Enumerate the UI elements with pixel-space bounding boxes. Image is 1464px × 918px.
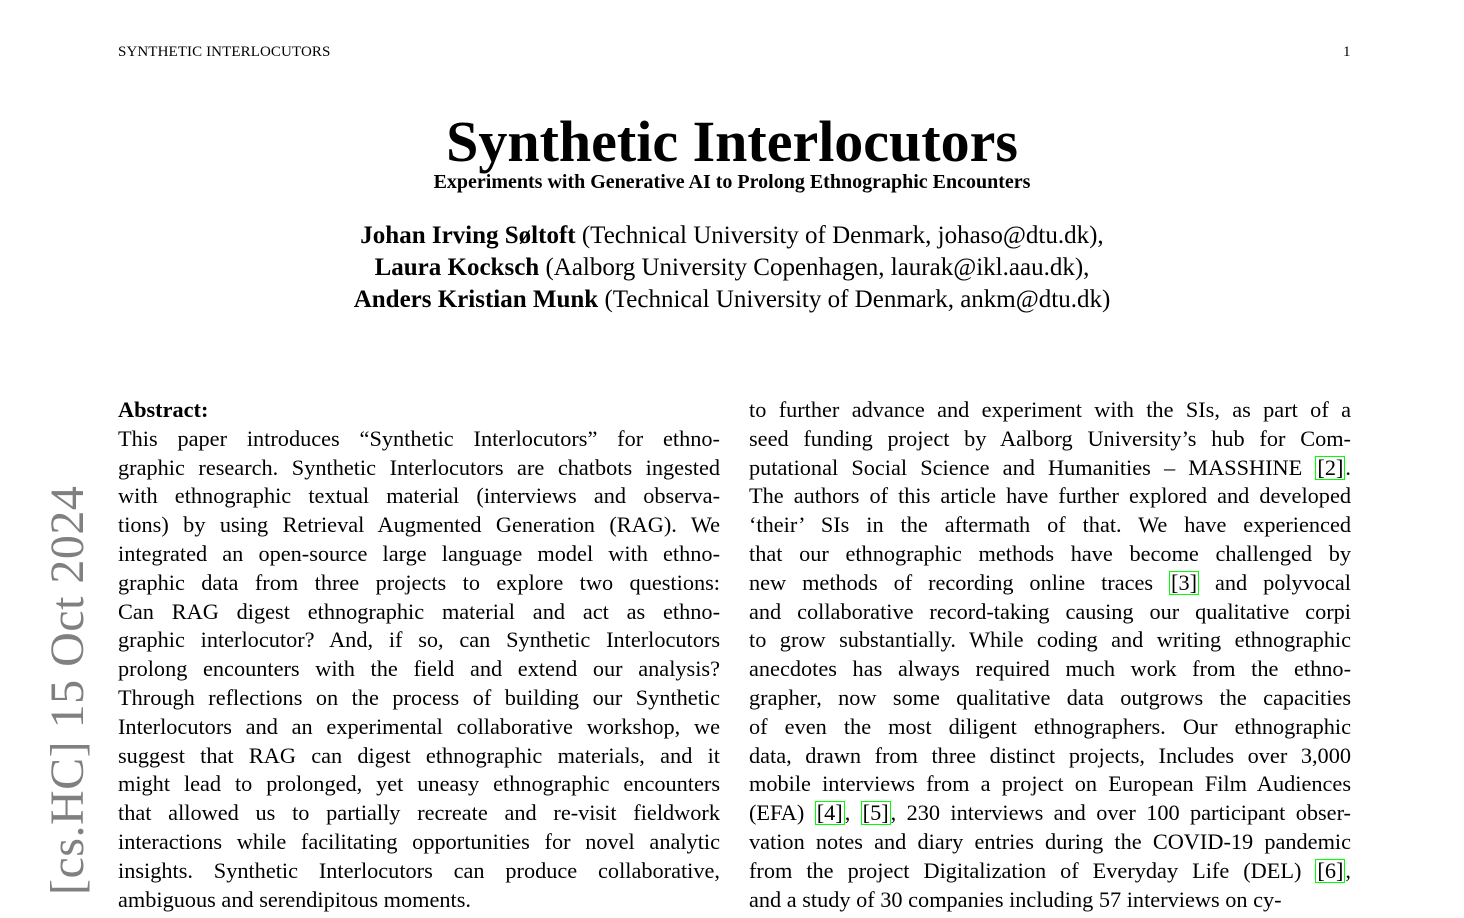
text-line: ‘their’ SIs in the aftermath of that. We have experienced: [749, 512, 1351, 538]
text-line: suggest that RAG can digest ethnographic materials, and it: [118, 742, 720, 768]
running-head: SYNTHETIC INTERLOCUTORS: [118, 44, 331, 60]
author-name: Anders Kristian Munk: [353, 286, 599, 313]
citation-link[interactable]: [5]: [862, 800, 889, 826]
text-line: seed funding project by Aalborg University’s hub for Com-: [749, 425, 1351, 451]
text-line: insights. Synthetic Interlocutors can produce collaborative,: [118, 857, 720, 883]
text-segment: ,: [1345, 857, 1351, 883]
text-line: anecdotes has always required much work from the ethno-: [749, 656, 1351, 682]
abstract-body: [118, 425, 720, 915]
author-name: Johan Irving Søltoft: [360, 222, 576, 249]
text-segment: .: [1345, 454, 1351, 480]
text-line: Through reflections on the process of building our Synthetic: [118, 684, 720, 710]
author-line: [0, 284, 1464, 316]
author-list: [0, 220, 1464, 316]
paper-title: Synthetic Interlocutors: [446, 109, 1018, 174]
text-line: data, drawn from three distinct projects, Includes over 3,000: [749, 742, 1351, 768]
text-line: and collaborative record-taking causing our qualitative corpi: [749, 598, 1351, 624]
author-name: Laura Kocksch: [374, 254, 540, 281]
text-line: grapher, now some qualitative data outgrows the capacities: [749, 684, 1351, 710]
arxiv-stamp: [cs.HC] 15 Oct 2024: [41, 485, 94, 895]
author-affiliation: (Technical University of Denmark, ankm@dtu.dk): [604, 286, 1111, 313]
text-line: tions) by using Retrieval Augmented Generation (RAG). We: [118, 512, 720, 538]
text-segment: and polyvocal: [1199, 569, 1351, 595]
text-segment: new methods of recording online traces: [749, 569, 1170, 595]
text-line: to grow substantially. While coding and writing ethnographic: [749, 627, 1351, 653]
body-column-right: [749, 396, 1351, 914]
text-segment: (EFA): [749, 800, 815, 826]
text-segment: putational Social Science and Humanities – MASSHINE: [749, 454, 1316, 480]
citation-link[interactable]: [6]: [1317, 857, 1344, 883]
body-text: [749, 396, 1351, 914]
text-line: Can RAG digest ethnographic material and act as ethno-: [118, 598, 720, 624]
text-line: and a study of 30 companies including 57 interviews on cy-: [749, 886, 1282, 912]
text-segment: from the project Digitalization of Everyday Life (DEL): [749, 857, 1316, 883]
text-line: integrated an open-source large language model with ethno-: [118, 540, 720, 566]
citation-link[interactable]: [4]: [816, 800, 843, 826]
text-line: might lead to prolonged, yet uneasy ethnographic encounters: [118, 771, 720, 797]
text-segment: ,: [844, 800, 861, 826]
author-affiliation: (Aalborg University Copenhagen, laurak@ikl.aau.dk),: [545, 254, 1090, 281]
text-line: [749, 857, 1351, 886]
text-line: [749, 454, 1351, 483]
text-line: prolong encounters with the field and extend our analysis?: [118, 656, 720, 682]
text-line: graphic interlocutor? And, if so, can Synthetic Interlocutors: [118, 627, 720, 653]
text-line: of even the most diligent ethnographers. Our ethnographic: [749, 713, 1351, 739]
text-line: vation notes and diary entries during the COVID-19 pandemic: [749, 828, 1351, 854]
text-line: Interlocutors and an experimental collaborative workshop, we: [118, 713, 720, 739]
author-affiliation: (Technical University of Denmark, johaso@dtu.dk),: [581, 222, 1104, 249]
text-line: to further advance and experiment with the SIs, as part of a: [749, 397, 1351, 422]
text-line: interactions while facilitating opportunities for novel analytic: [118, 828, 720, 854]
text-line: mobile interviews from a project on European Film Audiences: [749, 771, 1351, 797]
text-line: ambiguous and serendipitous moments.: [118, 886, 471, 912]
citation-link[interactable]: [3]: [1171, 569, 1198, 595]
text-line: with ethnographic textual material (interviews and observa-: [118, 483, 720, 509]
text-line: [749, 799, 1351, 828]
text-line: graphic research. Synthetic Interlocutors are chatbots ingested: [118, 454, 720, 480]
abstract-column: [118, 396, 720, 914]
text-segment: , 230 interviews and over 100 participant obser-: [890, 800, 1351, 826]
abstract-heading: Abstract:: [118, 397, 209, 422]
page-number: 1: [1343, 44, 1351, 60]
author-line: [0, 220, 1464, 252]
text-line: that allowed us to partially recreate and re-visit fieldwork: [118, 800, 720, 826]
paper-subtitle: Experiments with Generative AI to Prolong Ethnographic Encounters: [433, 171, 1031, 193]
text-line: This paper introduces “Synthetic Interlocutors” for ethno-: [118, 425, 720, 451]
citation-link[interactable]: [2]: [1317, 454, 1344, 480]
text-line: that our ethnographic methods have become challenged by: [749, 540, 1351, 566]
text-line: graphic data from three projects to explore two questions:: [118, 569, 720, 595]
author-line: [0, 252, 1464, 284]
text-line: The authors of this article have further explored and developed: [749, 483, 1351, 509]
text-line: [749, 569, 1351, 598]
